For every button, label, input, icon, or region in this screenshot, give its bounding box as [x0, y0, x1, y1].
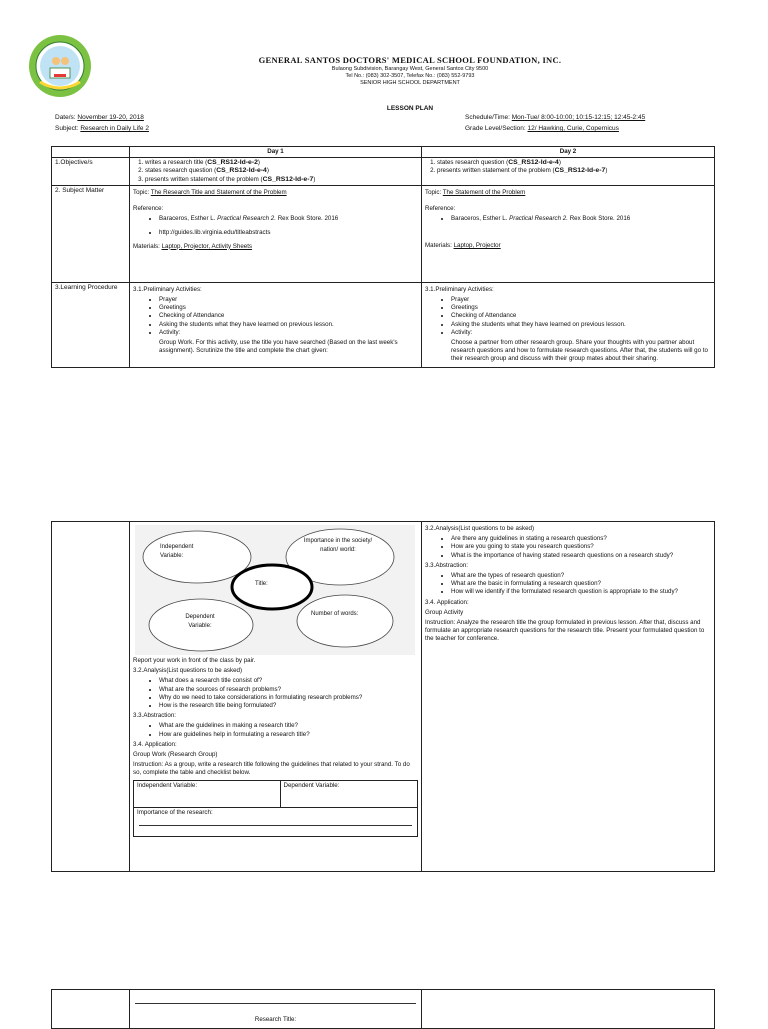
day1-materials: Laptop, Projector, Activity Sheets [161, 242, 253, 250]
list-item: • Checking of Attendance [159, 312, 418, 320]
grade-value: 12/ Hawking, Curie, Copernicus [527, 125, 619, 132]
day2-subject-matter: Topic: The Statement of the Problem Reference: • Baraceros, Esther L. Practical Research 2. Rex Book Store. 2016 Materials: Laptop, Projector [422, 185, 715, 282]
schedule-label: Schedule/Time: [465, 114, 510, 121]
list-item: • Why do we need to take considerations in formulating research problems? [159, 694, 418, 702]
list-item: • Greetings [451, 304, 711, 312]
subject-label: Subject: [55, 125, 79, 132]
subject-value: Research in Daily Life 2 [80, 125, 149, 132]
day1-activity-text: Group Work. For this activity, use the title you have searched (Based on the last week's assignment). Scrutinize the title and complete the chart given: [159, 339, 398, 355]
list-item: • What does a research title consist of? [159, 677, 418, 685]
diagram-words-label: Number of words: [311, 611, 359, 617]
variables-grid [133, 780, 418, 837]
day2-continued: 3.2.Analysis(List questions to be asked) • Are there any guidelines in stating a research questions? • How are you going to state you research questions? • What is the importance of having stated research questions on a research study? 3.3.Abstraction: • What are the types of research question? • What are the basic in formulating a research question? • How will we identify if the formulated research question is appropriate to the study? 3.4. Application: Group Activity Instruction: Analyze the research title the group formulated in previous lesson. After that, discuss and formulate an appropriate research questions for the research title. Present your formulated question to the teacher for conference. [422, 522, 715, 872]
research-title-label: Research Title: [254, 1016, 297, 1023]
list-item: • Activity: [451, 329, 711, 337]
list-item: • What are the types of research question? [451, 572, 711, 580]
day2-activity-text: Choose a partner from other research group. Share your thoughts with you partner about research questions and how to formulate research questions. After that, the students will go to their research group and discuss with their group mates about their sharing. [451, 339, 708, 363]
list-item [159, 229, 418, 237]
list-item: 2. presents written statement of the problem (CS_RS12-Id-e-7) [437, 167, 711, 175]
list-item: • How are you going to state you research questions? [451, 543, 711, 551]
list-item: 1. writes a research title (CS_RS12-Id-e-2) [145, 159, 418, 167]
school-address: Bulaong Subdivision, Barangay West, General Santos City 9500 [331, 66, 489, 72]
lesson-plan-table-continued [51, 521, 715, 872]
day1-instruction: Instruction: As a group, write a research title following the guidelines that related to your strand. To do so, complete the table and checklist below. [133, 761, 410, 777]
list-item: • Prayer [451, 296, 711, 304]
subject-matter-row [52, 185, 715, 282]
list-item: • How is the research title being formulated? [159, 702, 418, 710]
table-header-row [52, 147, 715, 158]
list-item: • How are guidelines help in formulating a research title? [159, 731, 418, 739]
day2-header: Day 2 [422, 147, 715, 158]
day1-procedure: 3.1.Preliminary Activities: • Prayer • Greetings • Checking of Attendance • Asking the students what they have learned on previous lesson. • Activity: Group Work. For this activity, use the title you have searched (Based on the last week's assignment). Scrutinize the title and complete the chart given: [130, 282, 422, 367]
day2-procedure: 3.1.Preliminary Activities: • Prayer • Greetings • Checking of Attendance • Asking the students what they have learned on previous lesson. • Activity: Choose a partner from other research group. Share your thoughts with you partner about research questions and how to formulate research questions. After that, the students will go to their research group and discuss with their group mates about their sharing. [422, 282, 715, 367]
schedule-value: Mon-Tue/ 8:00-10:00; 10:15-12:15; 12:45-2:45 [511, 114, 646, 121]
day1-page3 [130, 990, 422, 1029]
day1-topic: The Research Title and Statement of the Problem [150, 188, 287, 196]
diagram-independent-label: Independent Variable: [160, 544, 194, 559]
list-item: • Baraceros, Esther L. Practical Research 2. Rex Book Store. 2016 [159, 215, 418, 223]
school-name: GENERAL SANTOS DOCTORS' MEDICAL SCHOOL FOUNDATION, INC. [258, 55, 562, 65]
grid-independent-cell: Independent Variable: [134, 780, 281, 807]
list-item: • Prayer [159, 296, 418, 304]
day1-header: Day 1 [130, 147, 422, 158]
reference-label: Reference: [133, 205, 164, 213]
dates-label: Date/s: [55, 114, 76, 121]
diagram-dependent-label: Dependent Variable: [185, 614, 215, 629]
day2-instruction: Instruction: Analyze the research title the group formulated in previous lesson. After that, discuss and formulate an appropriate research questions for the research title. Present your formulated question to the teacher for conference. [425, 619, 705, 643]
list-item: • Checking of Attendance [451, 312, 711, 320]
reference-url: http://guides.lib.virginia.edu/titleabstracts [159, 229, 271, 237]
list-item: • Asking the students what they have learned on previous lesson. [159, 321, 418, 329]
document-title: LESSON PLAN [386, 105, 434, 112]
grade-label: Grade Level/Section: [465, 125, 526, 132]
grid-dependent-cell: Dependent Variable: [280, 780, 418, 807]
list-item: • Greetings [159, 304, 418, 312]
procedure-label: 3.Learning Procedure [52, 282, 130, 367]
label-empty-cell [52, 522, 130, 872]
report-text: Report your work in front of the class by pair. [133, 657, 256, 664]
day1-subject-matter: Topic: The Research Title and Statement of the Problem Reference: • Baraceros, Esther L. Practical Research 2. Rex Book Store. 2016 • http://guides.lib.virginia.edu/titleabstracts Materials: Laptop, Projector, Activity Sheets [130, 185, 422, 282]
diagram-importance-label: Importance in the society/ nation/ world: [303, 538, 373, 553]
school-department: SENIOR HIGH SCHOOL DEPARTMENT [360, 80, 460, 86]
lesson-plan-table-page3 [51, 989, 715, 1029]
list-item: 1. states research question (CS_RS12-Id-e-4) [437, 159, 711, 167]
dates-value: November 19-20, 2018 [77, 114, 144, 121]
list-item: • Are there any guidelines in stating a research questions? [451, 535, 711, 543]
header-empty-cell [52, 147, 130, 158]
list-item: • What are the guidelines in making a research title? [159, 722, 418, 730]
list-item: • How will we identify if the formulated research question is appropriate to the study? [451, 588, 711, 596]
variables-diagram [135, 525, 415, 655]
grid-importance-cell: Importance of the research: [134, 807, 418, 836]
list-item: 3. presents written statement of the problem (CS_RS12-Id-e-7) [145, 176, 418, 184]
lesson-plan-table [51, 146, 715, 368]
list-item: • What is the importance of having stated research questions on a research study? [451, 552, 711, 560]
list-item: • Baraceros, Esther L. Practical Research 2. Rex Book Store. 2016 [451, 215, 711, 223]
list-item: • Asking the students what they have learned on previous lesson. [451, 321, 711, 329]
subject-row [55, 124, 149, 134]
day1-objectives [130, 158, 422, 186]
list-item: • What are the basic in formulating a research question? [451, 580, 711, 588]
dates-row [55, 113, 144, 123]
objectives-label: 1.Objective/s [52, 158, 130, 186]
day2-topic: The Statement of the Problem [442, 188, 526, 196]
day2-objectives [422, 158, 715, 186]
subject-matter-label: 2. Subject Matter [52, 185, 130, 282]
diagram-title-label: Title: [255, 581, 268, 587]
procedure-row [52, 282, 715, 367]
reference-label: Reference: [425, 205, 456, 213]
label-empty-cell [52, 990, 130, 1029]
list-item: • Activity: [159, 329, 418, 337]
day2-materials: Laptop, Projector [453, 242, 501, 250]
objectives-row [52, 158, 715, 186]
day1-continued: Independent Variable: Importance in the society/ nation/ world: Title: Dependent Variable: Number of words: Report your work in front of the class by pair. 3.2.Analysis(List questions to be asked) • What does a research title consist of? • What are the sources of research problems? • Why do we need to take considerations in formulating research problems? • How is the research title being formulated? 3.3.Abstraction: • What are the guidelines in making a research title? • How are guidelines help in formulating a research title? 3.4. Application: Group Work (Research Group) Instruction: As a group, write a research title following the guidelines that related to your strand. To do so, complete the table and checklist below. Independent Variable: Dependent Variable: Importance of the research: [130, 522, 422, 872]
list-item: 2. states research question (CS_RS12-Id-e-4) [145, 167, 418, 175]
school-contact: Tel No.: (083) 302-3507, Telefax No.: (083) 552-9793 [345, 73, 475, 79]
school-seal-logo [28, 34, 92, 98]
list-item: • What are the sources of research problems? [159, 686, 418, 694]
schedule-row [465, 113, 645, 123]
grade-row [465, 124, 619, 134]
day2-page3 [422, 990, 715, 1029]
